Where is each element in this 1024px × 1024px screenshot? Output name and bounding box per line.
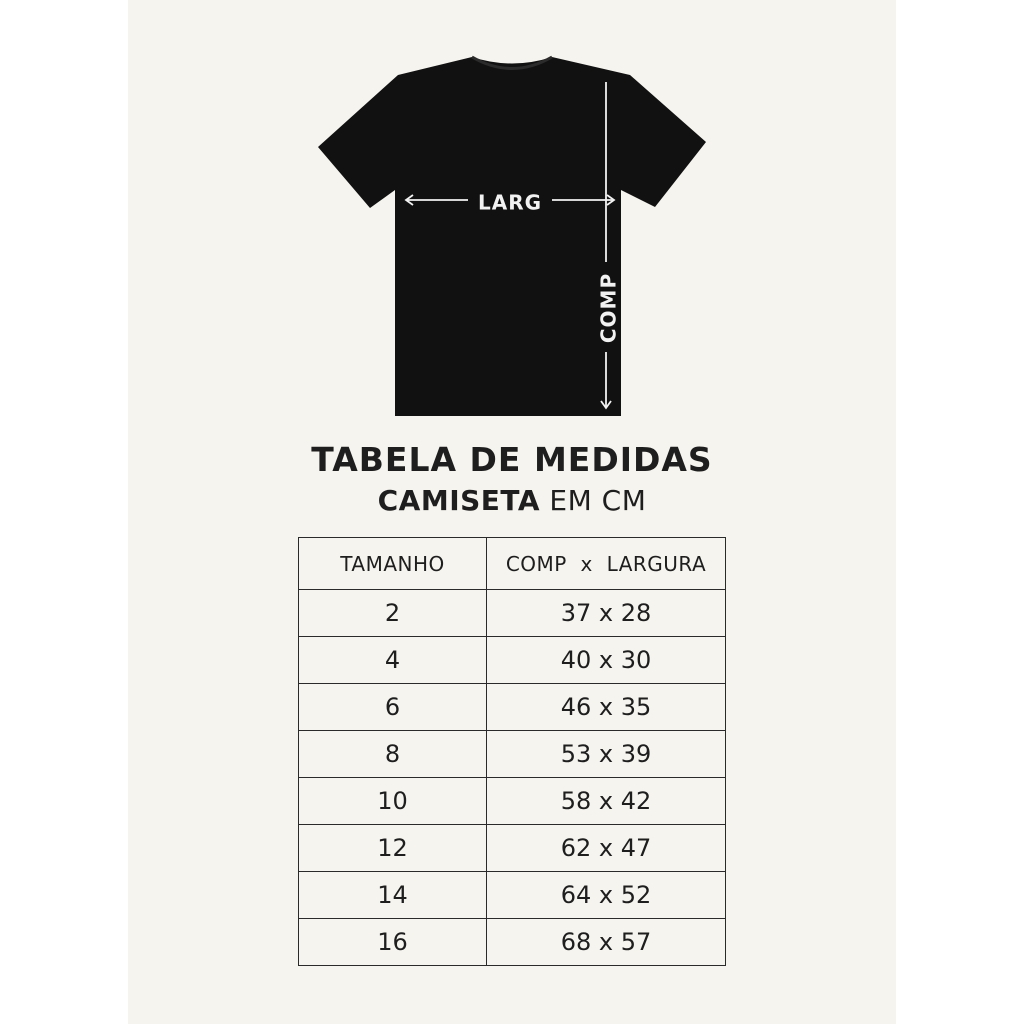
column-header-size: TAMANHO [299, 538, 487, 590]
column-header-measure: COMP x LARGURA [487, 538, 726, 590]
width-label: LARG [477, 190, 543, 215]
table-row [299, 778, 726, 825]
page-title: TABELA DE MEDIDAS [311, 440, 713, 479]
table-row [299, 872, 726, 919]
measure-cell: 64 x 52 [487, 872, 726, 919]
measure-cell: 37 x 28 [487, 590, 726, 637]
measure-cell: 46 x 35 [487, 684, 726, 731]
measure-cell: 68 x 57 [487, 919, 726, 966]
tshirt-illustration [0, 0, 1024, 440]
size-cell: 4 [299, 637, 487, 684]
size-cell: 6 [299, 684, 487, 731]
size-cell: 12 [299, 825, 487, 872]
measure-cell: 53 x 39 [487, 731, 726, 778]
table-row [299, 731, 726, 778]
size-cell: 10 [299, 778, 487, 825]
length-label: COMP [596, 272, 621, 344]
table-row [299, 825, 726, 872]
size-table [298, 537, 726, 966]
size-cell: 14 [299, 872, 487, 919]
tshirt-diagram [0, 0, 1024, 440]
tshirt-body [318, 57, 706, 416]
table-row [299, 590, 726, 637]
table-row [299, 919, 726, 966]
size-cell: 2 [299, 590, 487, 637]
table-row [299, 684, 726, 731]
measure-cell: 58 x 42 [487, 778, 726, 825]
page-subtitle [128, 484, 896, 517]
measure-cell: 62 x 47 [487, 825, 726, 872]
subtitle-garment: CAMISETA [377, 484, 541, 517]
table-header-row [299, 538, 726, 590]
table-row [299, 637, 726, 684]
subtitle-unit: EM CM [540, 484, 647, 517]
size-cell: 8 [299, 731, 487, 778]
size-cell: 16 [299, 919, 487, 966]
measure-cell: 40 x 30 [487, 637, 726, 684]
